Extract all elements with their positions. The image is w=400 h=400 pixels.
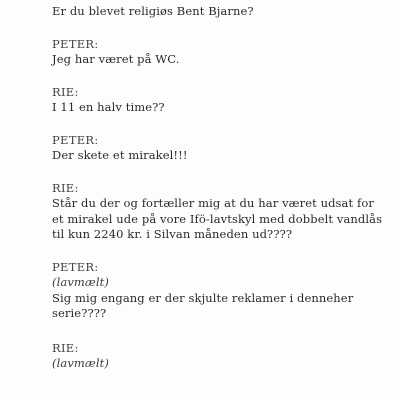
dialogue-line: Sig mig engang er der skjulte reklamer i denneher (52, 290, 354, 305)
dialogue-block (52, 37, 392, 68)
dialogue-line: Er du blevet religiøs Bent Bjarne? (52, 4, 254, 18)
parenthetical: (lavmælt) (52, 356, 109, 370)
dialogue-block (52, 133, 392, 164)
dialogue-block (52, 260, 392, 322)
dialogue-line: til kun 2240 kr. i Silvan måneden ud???? (52, 227, 293, 241)
speaker-name: PETER: (52, 132, 99, 147)
speaker-name: RIE: (52, 180, 79, 195)
script-body (52, 4, 392, 389)
dialogue-block (52, 85, 392, 116)
dialogue-block (52, 181, 392, 243)
speaker-name: RIE: (52, 340, 79, 355)
dialogue-line: et mirakel ude på vore Ifö-lavtskyl med dobbelt vandlås (52, 211, 383, 226)
parenthetical: (lavmælt) (52, 275, 109, 289)
speaker-name: PETER: (52, 36, 99, 51)
dialogue-line: Der skete et mirakel!!! (52, 148, 188, 162)
speaker-name: PETER: (52, 259, 99, 274)
dialogue-block (52, 341, 392, 372)
dialogue-line: serie???? (52, 306, 107, 320)
dialogue-line: Jeg har været på WC. (52, 52, 180, 66)
speaker-name: RIE: (52, 84, 79, 99)
dialogue-line: I 11 en halv time?? (52, 100, 165, 114)
dialogue-line: Står du der og fortæller mig at du har været udsat for (52, 196, 374, 210)
